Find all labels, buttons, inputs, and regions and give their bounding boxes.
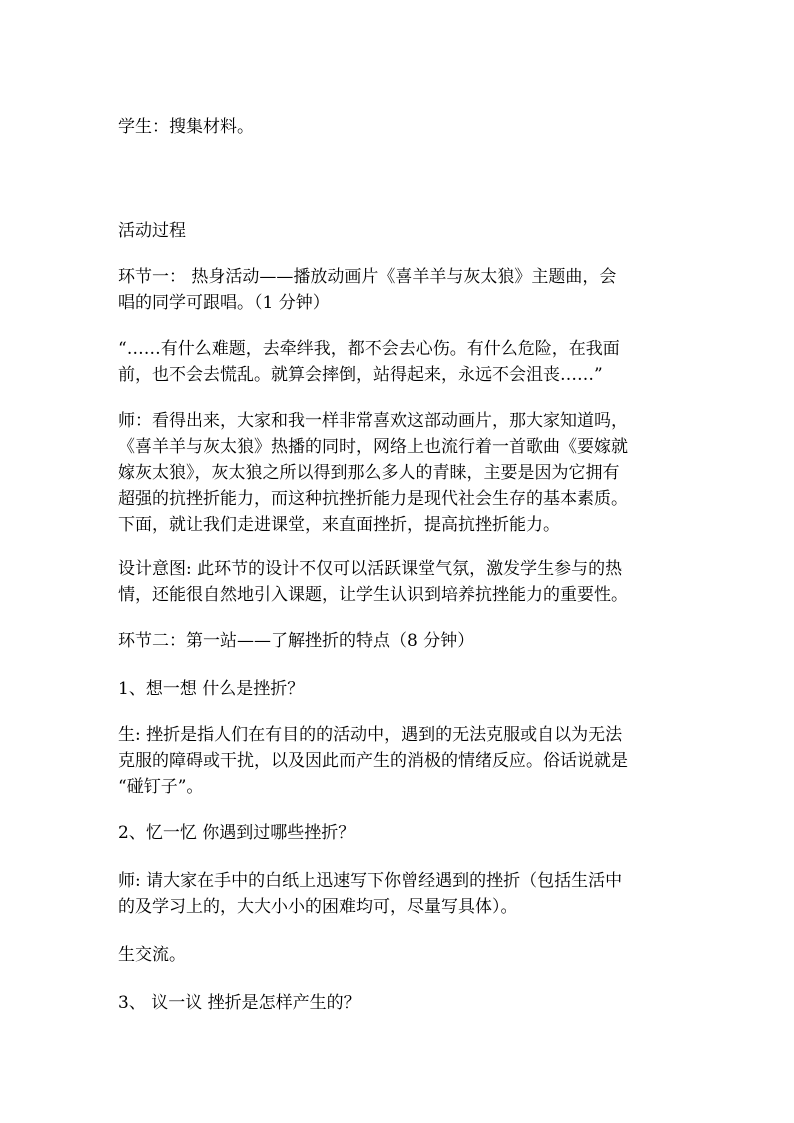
paragraph-students-prep <box>118 114 688 140</box>
text-line: 生: 挫折是指人们在有目的的活动中，遇到的无法克服或自以为无法 <box>118 725 623 745</box>
text-line: “碰钉子”。 <box>118 777 204 797</box>
paragraph-stage-one <box>118 264 688 316</box>
text-line: 生交流。 <box>118 945 186 965</box>
paragraph-q2 <box>118 820 688 846</box>
text-line: 设计意图: 此环节的设计不仅可以活跃课堂气氛，激发学生参与的热 <box>118 559 623 579</box>
text-line: 2、忆一忆 你遇到过哪些挫折？ <box>118 823 356 843</box>
paragraph-student-answer <box>118 722 688 800</box>
paragraph-design-intent <box>118 556 688 608</box>
text-line: 的及学习上的，大大小小的困难均可，尽量写具体）。 <box>118 897 518 917</box>
text-line: 学生：搜集材料。 <box>118 117 254 137</box>
paragraph-q1 <box>118 676 688 702</box>
section-heading: 活动过程 <box>118 221 186 241</box>
paragraph-q3 <box>118 990 688 1016</box>
text-line: 《喜羊羊与灰太狼》热播的同时，网络上也流行着一首歌曲《要嫁就 <box>118 437 628 457</box>
paragraph-activity-heading <box>118 218 688 244</box>
text-line: 环节一： 热身活动——播放动画片《喜羊羊与灰太狼》主题曲，会 <box>118 267 617 287</box>
text-line: 克服的障碍或干扰，以及因此而产生的消极的情绪反应。俗话说就是 <box>118 751 628 771</box>
paragraph-teacher-intro <box>118 408 688 538</box>
paragraph-teacher-ask <box>118 868 688 920</box>
paragraph-lyrics <box>118 336 688 388</box>
text-line: 师: 请大家在手中的白纸上迅速写下你曾经遇到的挫折（包括生活中 <box>118 871 623 891</box>
text-line: 下面，就让我们走进课堂，来直面挫折，提高抗挫折能力。 <box>118 515 560 535</box>
text-line: 唱的同学可跟唱。（1 分钟） <box>118 293 330 313</box>
text-line: 前，也不会去慌乱。就算会摔倒，站得起来，永远不会沮丧……” <box>118 365 603 385</box>
text-line: 超强的抗挫折能力，而这种抗挫折能力是现代社会生存的基本素质。 <box>118 489 628 509</box>
paragraph-stage-two <box>118 628 688 654</box>
text-line: 1、想一想 什么是挫折？ <box>118 679 305 699</box>
text-line: 环节二：第一站——了解挫折的特点（8 分钟） <box>118 631 475 651</box>
text-line: “……有什么难题，去牵绊我，都不会去心伤。有什么危险，在我面 <box>118 339 620 359</box>
text-line: 师：看得出来，大家和我一样非常喜欢这部动画片，那大家知道吗， <box>118 411 628 431</box>
text-line: 3、 议一议 挫折是怎样产生的？ <box>118 993 361 1013</box>
text-line: 情，还能很自然地引入课题，让学生认识到培养抗挫能力的重要性。 <box>118 585 628 605</box>
paragraph-student-exchange <box>118 942 688 968</box>
text-line: 嫁灰太狼》，灰太狼之所以得到那么多人的青睐，主要是因为它拥有 <box>118 463 620 483</box>
